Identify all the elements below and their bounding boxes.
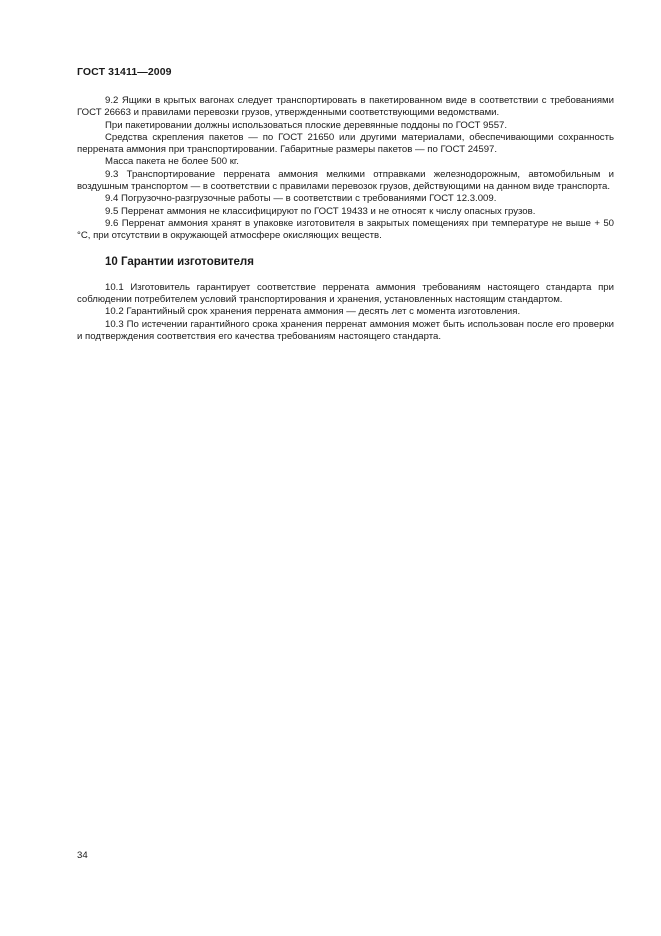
page-number: 34 xyxy=(77,850,88,861)
section-heading: 10 Гарантии изготовителя xyxy=(105,255,254,268)
paragraph-9-4: 9.4 Погрузочно-разгрузочные работы — в соответствии с требованиями ГОСТ 12.3.009. xyxy=(105,193,497,205)
paragraph-10-2: 10.2 Гарантийный срок хранения перрената аммония — десять лет с момента изготовления. xyxy=(105,306,521,318)
page-content xyxy=(77,95,614,343)
paragraph-9-5: 9.5 Перренат аммония не классифицируют по ГОСТ 19433 и не относят к числу опасных грузов. xyxy=(105,205,536,217)
paragraph-package-mass: Масса пакета не более 500 кг. xyxy=(105,156,239,168)
paragraph-9-3: 9.3 Транспортирование перрената аммония мелкими отправками железнодорожным, автомобильным и воздушным транспортом — в соответствии с правилами перевозок грузов, действующими на данном виде транспорта. xyxy=(77,168,614,193)
paragraph-10-3: 10.3 По истечении гарантийного срока хранения перренат аммония может быть использован после его проверки и подтверждения соответствия его качества требованиям настоящего стандарта. xyxy=(77,318,614,343)
paragraph-fastening: Средства скрепления пакетов — по ГОСТ 21650 или другими материалами, обеспечивающими сохранность перрената аммония при транспортировании. Габаритные размеры пакетов — по ГОСТ 24597. xyxy=(77,131,614,156)
paragraph-pallets: При пакетировании должны использоваться плоские деревянные поддоны по ГОСТ 9557. xyxy=(105,119,508,131)
paragraph-9-2: 9.2 Ящики в крытых вагонах следует транспортировать в пакетированном виде в соответствии с требованиями ГОСТ 26663 и правилами перевозки грузов, утвержденными соответствующими ведомствами. xyxy=(77,95,614,119)
paragraph-9-6: 9.6 Перренат аммония хранят в упаковке изготовителя в закрытых помещениях при температуре не выше + 50 °С, при отсутствии в окружающей атмосфере окисляющих веществ. xyxy=(77,217,614,242)
document-header: ГОСТ 31411—2009 xyxy=(77,66,172,78)
paragraph-10-1: 10.1 Изготовитель гарантирует соответствие перрената аммония требованиям настоящего стандарта при соблюдении потребителем условий транспортирования и хранения, установленных настоящим стандартом. xyxy=(77,281,614,306)
